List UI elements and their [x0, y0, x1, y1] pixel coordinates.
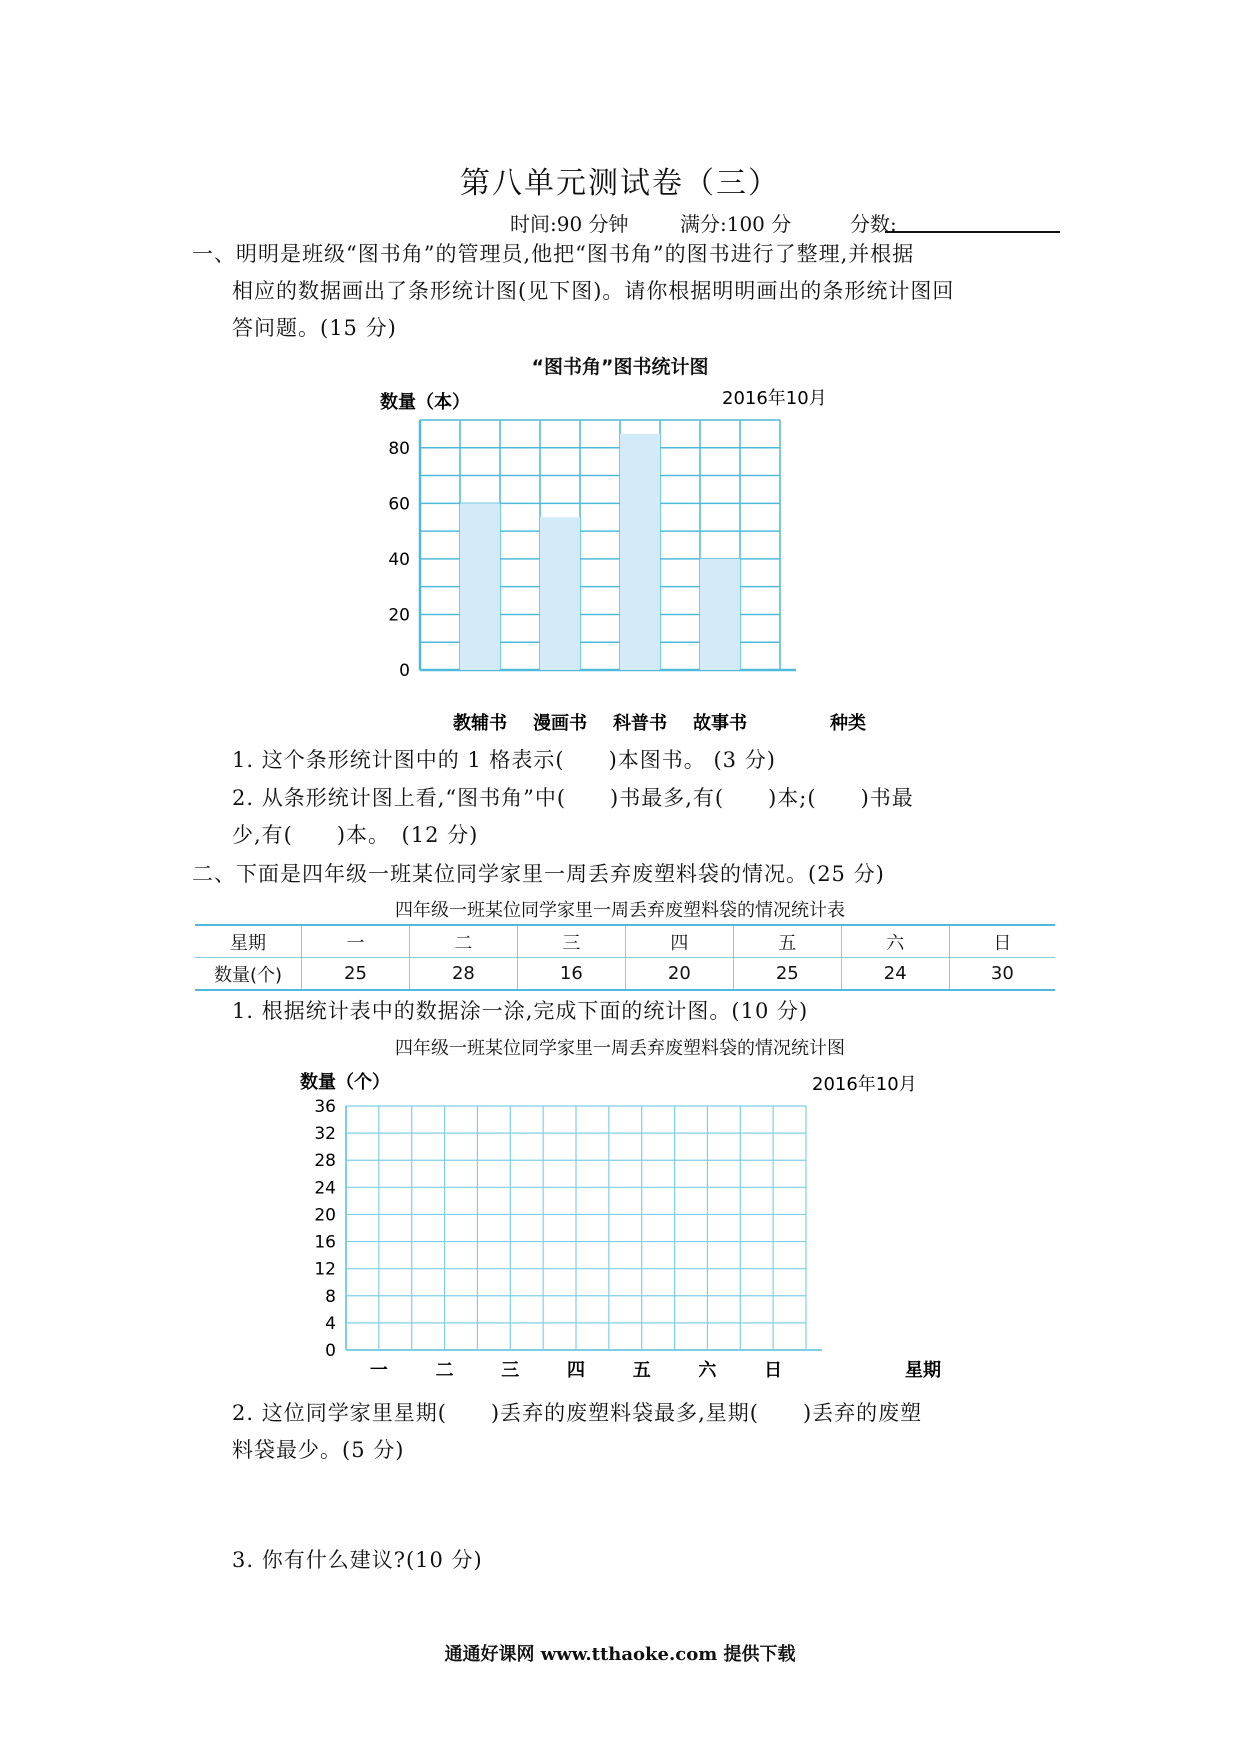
chart1-y-tick: 20: [388, 605, 410, 626]
table-count-6: 24: [841, 958, 949, 991]
chart1-bar: [540, 517, 580, 670]
section2-question1: 1. 根据统计表中的数据涂一涂,完成下面的统计图。(10 分): [232, 999, 809, 1023]
chart1-bar-chart: [360, 380, 880, 740]
chart1-bar: [460, 503, 500, 670]
table-header-count: 数量(个): [195, 958, 302, 991]
section2-heading: 二、下面是四年级一班某位同学家里一周丢弃废塑料袋的情况。(25 分): [192, 862, 885, 886]
chart2-xlabel: 星期: [905, 1360, 941, 1381]
chart2-y-tick: 12: [314, 1259, 336, 1280]
chart1-y-tick: 60: [388, 494, 410, 515]
score-label: 分数:: [850, 212, 897, 236]
score-blank[interactable]: [885, 231, 1060, 233]
chart2-y-tick: 36: [314, 1097, 336, 1117]
table-day-4: 四: [625, 925, 733, 958]
chart1-bar: [700, 559, 740, 670]
table-count-3: 16: [517, 958, 625, 991]
table-header-day: 星期: [195, 925, 302, 958]
footer-source: 通通好课网 www.tthaoke.com 提供下载: [444, 1644, 796, 1665]
chart2-category-label: 六: [698, 1360, 717, 1381]
section1-question2-line1: 2. 从条形统计图上看,“图书角”中( )书最多,有( )本;( )书最: [232, 786, 914, 810]
chart1-title: “图书角”图书统计图: [531, 356, 709, 378]
section1-heading-line1: 一、明明是班级“图书角”的管理员,他把“图书角”的图书进行了整理,并根据: [192, 242, 915, 266]
table-count-7: 30: [949, 958, 1055, 991]
chart1-bar: [620, 434, 660, 670]
section2-question2-line1: 2. 这位同学家里星期( )丢弃的废塑料袋最多,星期( )丢弃的废塑: [232, 1401, 923, 1425]
table-day-1: 一: [302, 925, 410, 958]
chart1-y-ticks: [388, 439, 410, 681]
table-count-1: 25: [302, 958, 410, 991]
table-count-2: 28: [409, 958, 517, 991]
section1-heading-line3: 答问题。(15 分): [232, 316, 397, 340]
chart1-category-label: 教辅书: [453, 713, 507, 734]
chart2-category-label: 二: [435, 1360, 454, 1381]
chart2-date: 2016年10月: [812, 1074, 917, 1095]
chart2-ylabel: 数量（个）: [300, 1072, 390, 1093]
table-day-7: 日: [949, 925, 1055, 958]
chart2-blank-chart[interactable]: [290, 1062, 970, 1382]
table-day-6: 六: [841, 925, 949, 958]
chart2-y-tick: 28: [314, 1151, 336, 1172]
chart1-categories: [452, 712, 747, 734]
table-day-3: 三: [517, 925, 625, 958]
chart2-category-label: 日: [764, 1360, 783, 1381]
exam-full-score: 满分:100 分: [680, 212, 792, 236]
chart2-title: 四年级一班某位同学家里一周丢弃废塑料袋的情况统计图: [395, 1038, 845, 1059]
section2-question3: 3. 你有什么建议?(10 分): [232, 1548, 483, 1572]
table-row-counts: [195, 958, 1055, 991]
table-count-5: 25: [733, 958, 841, 991]
exam-time: 时间:90 分钟: [510, 212, 629, 236]
section2-question2-line2: 料袋最少。(5 分): [232, 1438, 405, 1462]
chart1-y-tick: 0: [399, 661, 410, 681]
chart1-bars: [460, 434, 740, 670]
section1-heading-line2: 相应的数据画出了条形统计图(见下图)。请你根据明明画出的条形统计图回: [232, 279, 955, 303]
chart2-category-label: 四: [567, 1360, 585, 1381]
table-count-4: 20: [625, 958, 733, 991]
chart2-y-tick: 4: [325, 1313, 336, 1334]
chart2-y-tick: 20: [314, 1205, 336, 1226]
chart2-category-label: 一: [369, 1360, 388, 1381]
table-title: 四年级一班某位同学家里一周丢弃废塑料袋的情况统计表: [395, 900, 845, 921]
chart1-y-tick: 80: [388, 438, 410, 459]
chart2-y-ticks: [314, 1097, 336, 1361]
chart1-y-tick: 40: [388, 549, 410, 570]
chart2-y-tick: 16: [314, 1232, 336, 1253]
section1-question2-line2: 少,有( )本。 (12 分): [232, 823, 479, 847]
chart2-y-tick: 32: [314, 1124, 336, 1145]
chart2-y-tick: 8: [325, 1286, 336, 1307]
section1-question1: 1. 这个条形统计图中的 1 格表示( )本图书。 (3 分): [232, 748, 776, 772]
chart2-category-label: 五: [632, 1360, 651, 1381]
chart2-grid[interactable]: [346, 1106, 822, 1350]
page-title: 第八单元测试卷（三）: [460, 166, 780, 201]
chart2-y-tick: 24: [314, 1178, 336, 1199]
chart1-category-label: 漫画书: [533, 713, 587, 734]
chart1-ylabel: 数量（本）: [380, 392, 470, 413]
data-table: [195, 924, 1055, 991]
table-day-2: 二: [409, 925, 517, 958]
table-row-days: [195, 925, 1055, 958]
table-day-5: 五: [733, 925, 841, 958]
chart1-category-label: 科普书: [613, 713, 667, 734]
chart2-category-label: 三: [501, 1360, 520, 1381]
chart2-y-tick: 0: [325, 1341, 336, 1361]
chart1-xlabel: 种类: [830, 713, 866, 734]
chart1-date: 2016年10月: [722, 388, 827, 409]
chart2-categories: [370, 1360, 782, 1381]
chart1-category-label: 故事书: [693, 713, 747, 734]
